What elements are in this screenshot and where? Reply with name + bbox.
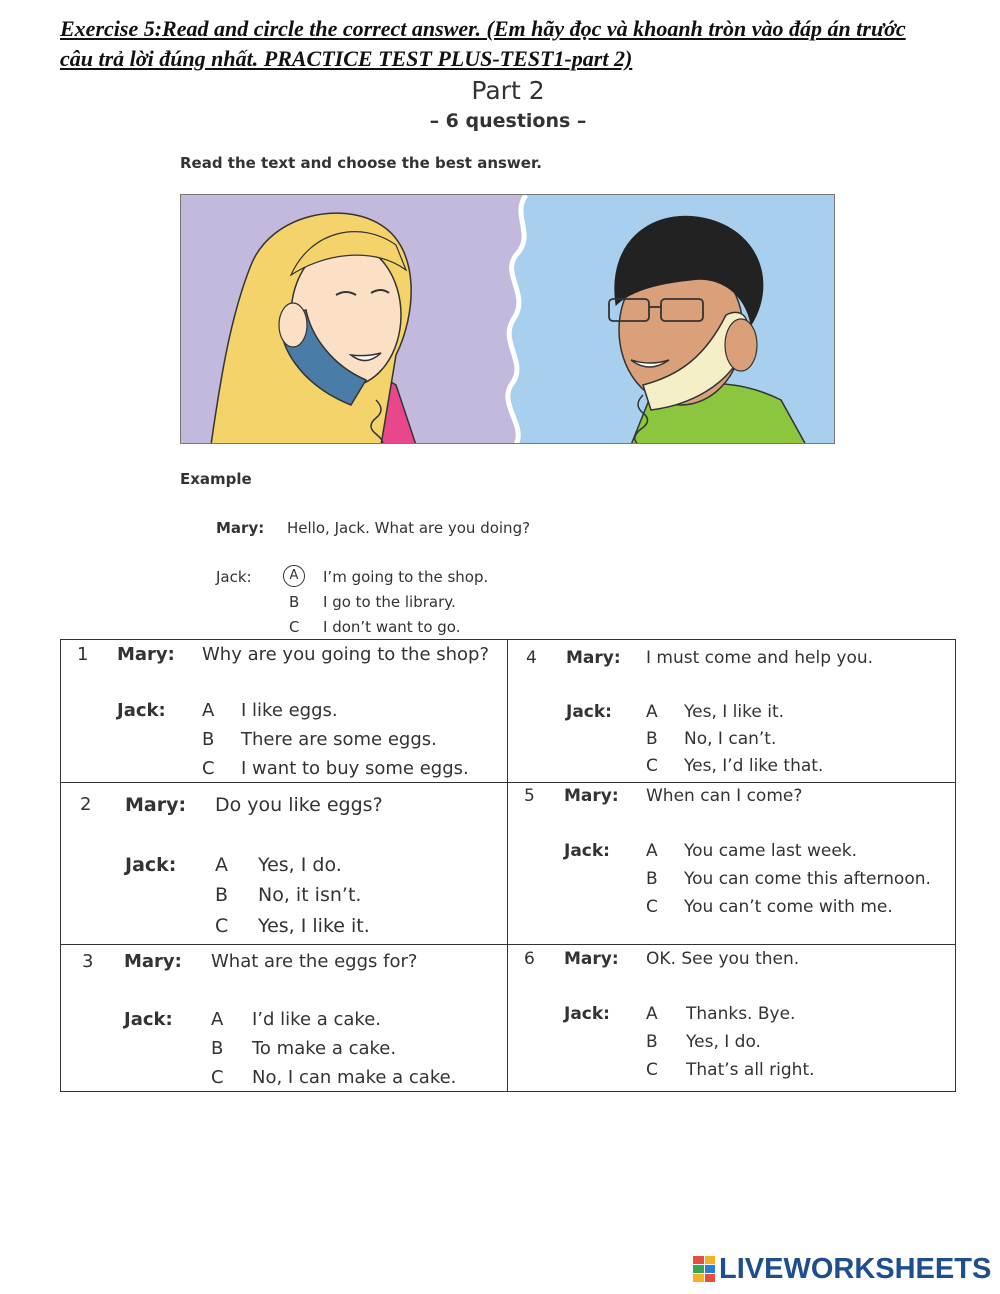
q2-option-a-text[interactable]: Yes, I do. (258, 854, 342, 876)
q5-option-c-letter[interactable]: C (646, 897, 658, 917)
q3-option-c-text[interactable]: No, I can make a cake. (252, 1067, 457, 1088)
q5-jack: Jack: (564, 841, 610, 861)
q2-number: 2 (80, 794, 92, 815)
liveworksheets-logo-icon (693, 1256, 715, 1282)
q5-option-c-text[interactable]: You can’t come with me. (684, 897, 893, 917)
q5-prompt: When can I come? (646, 786, 803, 806)
q6-option-b-text[interactable]: Yes, I do. (686, 1032, 761, 1052)
q5-option-a-text[interactable]: You came last week. (684, 841, 858, 861)
instruction: Read the text and choose the best answer. (180, 154, 542, 172)
liveworksheets-logo[interactable] (693, 1252, 991, 1286)
q2-option-b-letter[interactable]: B (215, 884, 229, 906)
q2-option-c-letter[interactable]: C (215, 915, 229, 937)
q6-option-b-letter[interactable]: B (646, 1032, 658, 1052)
q6-option-a-text[interactable]: Thanks. Bye. (686, 1004, 796, 1024)
q1-option-b-text[interactable]: There are some eggs. (241, 729, 437, 750)
header-line-1: Exercise 5:Read and circle the correct answer. (Em hãy đọc và khoanh tròn vào đáp án trước (60, 16, 906, 41)
q6-option-c-text[interactable]: That’s all right. (686, 1060, 815, 1080)
q3-option-b-letter[interactable]: B (211, 1038, 224, 1059)
example-mary-row (216, 519, 530, 537)
q2-option-b-text[interactable]: No, it isn’t. (258, 884, 362, 906)
q2-option-c-text[interactable]: Yes, I like it. (258, 915, 370, 937)
row-divider (507, 782, 956, 783)
liveworksheets-logo-text: LIVEWORKSHEETS (719, 1252, 992, 1285)
example-label: Example (180, 470, 252, 488)
q4-option-b-text[interactable]: No, I can’t. (684, 729, 777, 749)
q4-prompt: I must come and help you. (646, 648, 874, 668)
q6-mary: Mary: (564, 949, 619, 969)
q1-option-c-text[interactable]: I want to buy some eggs. (241, 758, 469, 779)
q1-number: 1 (77, 644, 89, 665)
q2-jack: Jack: (125, 854, 177, 876)
q4-option-a-letter[interactable]: A (646, 702, 658, 722)
example-mary-line: Hello, Jack. What are you doing? (287, 519, 531, 537)
speaker-jack: Jack: (216, 568, 252, 586)
q5-option-a-letter[interactable]: A (646, 841, 658, 861)
example-option-c-text: I don’t want to go. (323, 618, 461, 636)
table-divider (507, 639, 508, 1092)
q3-option-c-letter[interactable]: C (211, 1067, 224, 1088)
part-title: Part 2 (471, 76, 545, 105)
q6-jack: Jack: (564, 1004, 610, 1024)
q5-mary: Mary: (564, 786, 619, 806)
q1-option-b-letter[interactable]: B (202, 729, 215, 750)
q4-option-c-letter[interactable]: C (646, 756, 658, 776)
q2-prompt: Do you like eggs? (215, 794, 383, 816)
q1-option-a-letter[interactable]: A (202, 700, 215, 721)
questions-table (60, 639, 956, 1092)
phone-call-illustration (180, 194, 835, 444)
q4-jack: Jack: (566, 702, 612, 722)
q6-option-a-letter[interactable]: A (646, 1004, 658, 1024)
q1-mary: Mary: (117, 644, 175, 665)
q3-prompt: What are the eggs for? (211, 951, 418, 972)
q4-option-c-text[interactable]: Yes, I’d like that. (684, 756, 824, 776)
q1-jack: Jack: (117, 700, 166, 721)
q3-option-a-text[interactable]: I’d like a cake. (252, 1009, 382, 1030)
speaker-mary: Mary: (216, 519, 265, 537)
q4-option-b-letter[interactable]: B (646, 729, 658, 749)
q1-prompt: Why are you going to the shop? (202, 644, 490, 665)
q5-option-b-letter[interactable]: B (646, 869, 658, 889)
q3-option-b-text[interactable]: To make a cake. (252, 1038, 397, 1059)
q6-option-c-letter[interactable]: C (646, 1060, 658, 1080)
q5-option-b-text[interactable]: You can come this afternoon. (684, 869, 931, 889)
q2-option-a-letter[interactable]: A (215, 854, 228, 876)
q6-number: 6 (524, 949, 535, 969)
q1-option-a-text[interactable]: I like eggs. (241, 700, 338, 721)
q3-option-a-letter[interactable]: A (211, 1009, 224, 1030)
header-line-2: câu trả lời đúng nhất. PRACTICE TEST PLUS-TEST1-part 2) (60, 46, 633, 71)
q1-option-c-letter[interactable]: C (202, 758, 215, 779)
example-option-c-letter: C (289, 618, 300, 636)
example-option-b-text: I go to the library. (323, 593, 456, 611)
q5-number: 5 (524, 786, 535, 806)
q3-jack: Jack: (124, 1009, 173, 1030)
example-option-a-letter (283, 565, 305, 587)
q4-mary: Mary: (566, 648, 621, 668)
circled-answer: A (283, 565, 305, 587)
q2-mary: Mary: (125, 794, 187, 816)
example-option-a-text: I’m going to the shop. (323, 568, 489, 586)
row-divider (60, 944, 956, 945)
exercise-header (60, 14, 960, 74)
q3-number: 3 (82, 951, 94, 972)
q3-mary: Mary: (124, 951, 182, 972)
example-option-b-letter: B (289, 593, 300, 611)
row-divider (60, 782, 508, 783)
q6-prompt: OK. See you then. (646, 949, 800, 969)
q4-option-a-text[interactable]: Yes, I like it. (684, 702, 785, 722)
q4-number: 4 (526, 648, 537, 668)
part-subtitle: – 6 questions – (429, 110, 587, 132)
